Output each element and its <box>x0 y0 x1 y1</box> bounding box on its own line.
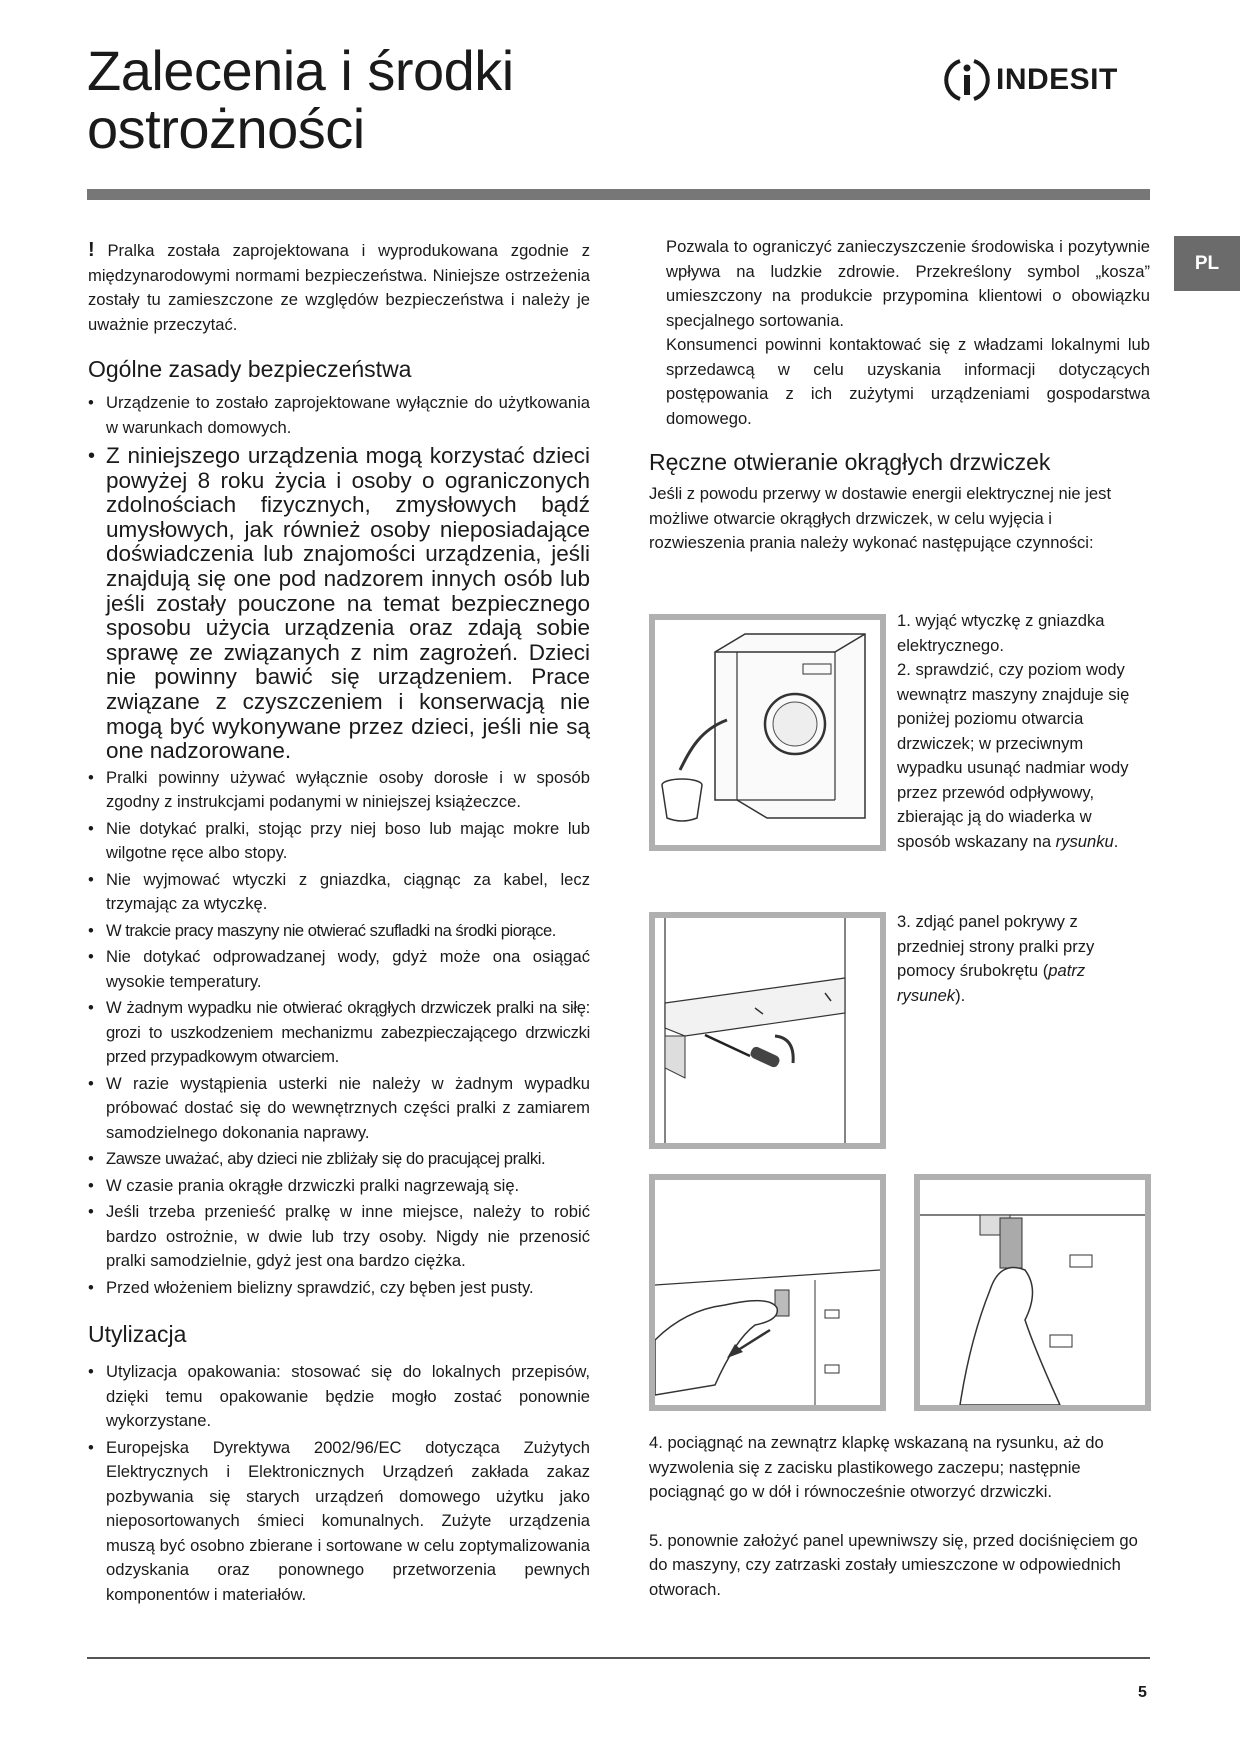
screwdriver-illustration <box>655 918 880 1143</box>
list-item: • Jeśli trzeba przenieść pralkę w inne miejsce, należy to robić bardzo ostrożnie, w dwie lub trzy osoby. Nigdy nie przenosić pralki samodzielnie, gdyż jest ona bardzo ciężka. <box>88 1200 590 1274</box>
right-column-top <box>666 235 1150 431</box>
list-item: • W czasie prania okrągłe drzwiczki pralki nagrzewają się. <box>88 1174 590 1199</box>
safety-heading: Ogólne zasady bezpieczeństwa <box>88 356 412 382</box>
intro-paragraph: ! Pralka została zaprojektowana i wyprodukowana zgodnie z międzynarodowymi normami bezpieczeństwa. Niniejsze ostrzeżenia zostały tu zamieszczone ze względów bezpieczeństwa i należy je uważnie przeczytać. <box>88 239 590 334</box>
washing-machine-illustration <box>655 620 880 845</box>
list-item: • Zawsze uważać, aby dzieci nie zbliżały się do pracującej pralki. <box>88 1147 590 1172</box>
brand-wordmark: INDESIT <box>996 63 1118 96</box>
list-item: • W razie wystąpienia usterki nie należy w żadnym wypadku próbować dostać się do wewnętrznych części pralki z zamiarem samodzielnego dokonania naprawy. <box>88 1072 590 1146</box>
consumer-info: Konsumenci powinni kontaktować się z władzami lokalnymi lub sprzedawcą w celu uzyskania informacji dotyczących postępowania z ich zużytymi urządzeniami gospodarstwa domowego. <box>666 335 1150 428</box>
door-heading: Ręczne otwieranie okrągłych drzwiczek <box>649 449 1051 475</box>
page-title-line2: ostrożności <box>87 97 365 160</box>
brand-i-icon <box>944 57 990 103</box>
step-5: 5. ponownie założyć panel upewniwszy się, przed dociśnięciem go do maszyny, czy zatrzaski zostały umieszczone w odpowiednich otworach. <box>649 1530 1138 1599</box>
list-item: • Nie dotykać pralki, stojąc przy niej boso lub mając mokre lub wilgotne ręce albo stopy. <box>88 817 590 866</box>
list-item: • W trakcie pracy maszyny nie otwierać szufladki na środki piorące. <box>88 919 590 944</box>
language-tab: PL <box>1174 236 1240 291</box>
step-4-5 <box>649 1431 1153 1602</box>
figure-drain-bucket <box>649 614 886 851</box>
list-item: • Nie wyjmować wtyczki z gniazdka, ciągnąc za kabel, lecz trzymając za wtyczkę. <box>88 868 590 917</box>
step-1-2 <box>897 609 1147 854</box>
list-item: • Utylizacja opakowania: stosować się do lokalnych przepisów, dzięki temu opakowanie będzie mogło zostać ponownie wykorzystane. <box>88 1360 590 1434</box>
page-title <box>87 39 514 160</box>
disposal-list <box>88 1360 590 1607</box>
disposal-heading: Utylizacja <box>88 1321 187 1348</box>
list-item: • Nie dotykać odprowadzanej wody, gdyż może ona osiągać wysokie temperatury. <box>88 945 590 994</box>
step-1: 1. wyjąć wtyczkę z gniazdka elektrycznego. <box>897 611 1105 655</box>
list-item: • Urządzenie to zostało zaprojektowane wyłącznie do użytkowania w warunkach domowych. <box>88 391 590 440</box>
door-section <box>649 448 1129 556</box>
left-column <box>88 238 590 1607</box>
figure-flap-detail <box>914 1174 1151 1411</box>
safety-list <box>88 391 590 1300</box>
step-3: 3. zdjąć panel pokrywy z przedniej strony pralki przy pomocy śrubokrętu (patrz rysunek). <box>897 912 1095 1005</box>
door-intro: Jeśli z powodu przerwy w dostawie energii elektrycznej nie jest możliwe otwarcie okrągłych drzwiczek, w celu wyjęcia i rozwieszenia prania należy wykonać następujące czynności: <box>649 484 1112 552</box>
page-number: 5 <box>1138 1684 1147 1701</box>
list-item: • Europejska Dyrektywa 2002/96/EC dotycząca Zużytych Elektrycznych i Elektronicznych Urządzeń zakłada zakaz pozbywania się starych urządzeń domowego użytku jako nieposortowanych śmieci komunalnych. Zużyte urządzenia muszą być osobno zbierane i sortowane w celu zoptymalizowania odzyskania oraz ponownego przetworzenia pewnych komponentów i materiałów. <box>88 1436 590 1608</box>
list-item: • W żadnym wypadku nie otwierać okrągłych drzwiczek pralki na siłę: grozi to uszkodzeniem mechanizmu zabezpieczającego drzwiczki przed przypadkowym otwarciem. <box>88 996 590 1070</box>
step-4: 4. pociągnąć na zewnątrz klapkę wskazaną na rysunku, aż do wyzwolenia się z zacisku plastikowego zaczepu; następnie pociągnąć go w dół i równocześnie otworzyć drzwiczki. <box>649 1433 1104 1501</box>
list-item: • Przed włożeniem bielizny sprawdzić, czy bęben jest pusty. <box>88 1276 590 1301</box>
step-2: 2. sprawdzić, czy poziom wody wewnątrz maszyny znajduje się poniżej poziomu otwarcia drzwiczek; w przeciwnym wypadku usunąć nadmiar wody przez przewód odpływowy, zbierając ją do wiaderka w sposób wskazany na rysunku. <box>897 660 1130 851</box>
flap-detail-illustration <box>920 1180 1145 1405</box>
footer-rule <box>87 1657 1150 1659</box>
page-title-line1: Zalecenia i środki <box>87 39 514 102</box>
figure-pull-flap <box>649 1174 886 1411</box>
figure-remove-panel <box>649 912 886 1149</box>
list-item: • Z niniejszego urządzenia mogą korzystać dzieci powyżej 8 roku życia i osoby o ograniczonych zdolnościach fizycznych, zmysłowych bądź umysłowych, jak również osoby nieposiadające doświadczenia lub znajomości urządzenia, jeśli znajdują się one pod nadzorem innych osób lub jeśli zostały pouczone na temat bezpiecznego sposobu użycia urządzenia oraz zdają sobie sprawę ze związanych z nim zagrożeń. Dzieci nie powinny bawić się urządzeniem. Prace związane z czyszczeniem i konserwacją nie mogą być wykonywane przez dzieci, jeśli nie są one nadzorowane. <box>88 444 590 764</box>
header-rule <box>87 189 1150 200</box>
hand-pull-illustration <box>655 1180 880 1405</box>
list-item: • Pralki powinny używać wyłącznie osoby dorosłe i w sposób zgodny z instrukcjami podanymi w niniejszej książeczce. <box>88 766 590 815</box>
disposal-continued: Pozwala to ograniczyć zanieczyszczenie środowiska i pozytywnie wpływa na ludzkie zdrowie. Przekreślony symbol „kosza” umieszczony na produkcie przypomina klientowi o obowiązku specjalnego sortowania. <box>666 237 1150 330</box>
warning-mark: ! <box>88 239 95 261</box>
brand-logo <box>944 55 1118 105</box>
